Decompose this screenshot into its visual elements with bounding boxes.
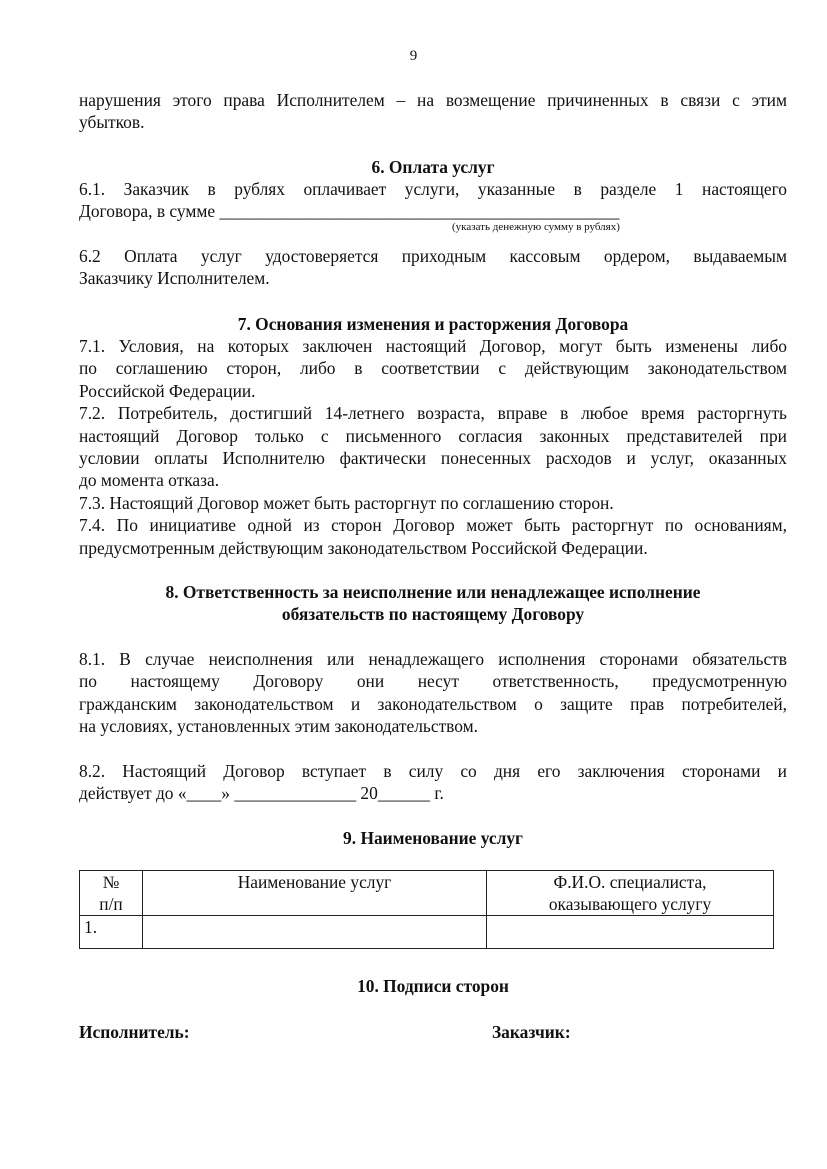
text-line: 6.2 Оплата услуг удостоверяется приходным кассовым ордером, выдаваемым <box>79 246 787 266</box>
text-line: 7.2. Потребитель, достигший 14-летнего возраста, вправе в любое время расторгнуть <box>79 403 787 424</box>
section-10-title: 10. Подписи сторон <box>357 976 509 996</box>
text-line: 7.1. Условия, на которых заключен настоящий Договор, могут быть изменены либо <box>79 336 787 356</box>
table-cell <box>143 916 487 949</box>
header-cell-specialist <box>487 871 774 916</box>
section-9-title: 9. Наименование услуг <box>343 828 523 848</box>
clause-6-1 <box>79 178 787 223</box>
header-text: Ф.И.О. специалиста, <box>553 872 707 892</box>
intro-paragraph <box>79 89 787 134</box>
text-line: 6.1. Заказчик в рублях оплачивает услуги, указанные в разделе 1 настоящего <box>79 179 787 199</box>
text-line: по соглашению сторон, либо в соответствии с действующим законодательством <box>79 358 787 379</box>
executor-signature-label: Исполнитель: <box>79 1022 190 1042</box>
page-number: 9 <box>409 48 418 64</box>
text-line: по настоящему Договору они несут ответственность, предусмотренную <box>79 671 787 692</box>
amount-field: Договора, в сумме ______________________________________________ <box>79 201 620 222</box>
table-cell: 1. <box>80 916 143 949</box>
text-line: до момента отказа. <box>79 470 220 491</box>
text-line: 8.2. Настоящий Договор вступает в силу со дня его заключения сторонами и <box>79 761 787 781</box>
text-line: 8.1. В случае неисполнения или ненадлежащего исполнения сторонами обязательств <box>79 649 787 669</box>
table-header-row <box>80 871 774 916</box>
text-line: условии оплаты Исполнителю фактически понесенных расходов и услуг, оказанных <box>79 448 787 469</box>
table-row <box>80 916 774 949</box>
text-line: нарушения этого права Исполнителем – на возмещение причиненных в связи с этим <box>79 90 787 110</box>
text-line: 7.3. Настоящий Договор может быть расторгнут по соглашению сторон. <box>79 492 614 513</box>
text-line: Российской Федерации. <box>79 380 256 401</box>
section-7-title: 7. Основания изменения и расторжения Договора <box>237 314 629 334</box>
header-text: Наименование услуг <box>237 872 392 892</box>
clause-8-2 <box>79 760 787 805</box>
table-cell <box>487 916 774 949</box>
services-table <box>79 870 774 949</box>
section-8-title-line: 8. Ответственность за неисполнение или ненадлежащее исполнение <box>165 582 701 602</box>
amount-hint: (указать денежную сумму в рублях) <box>452 221 620 233</box>
customer-signature-label: Заказчик: <box>492 1022 571 1042</box>
section-8-title <box>79 581 787 626</box>
header-text: № <box>102 872 120 892</box>
text-line: убытков. <box>79 112 145 133</box>
section-7-body <box>79 335 787 559</box>
section-8-title-line: обязательств по настоящему Договору <box>281 604 585 625</box>
header-cell-service <box>143 871 487 916</box>
text-line: Заказчику Исполнителем. <box>79 268 270 289</box>
clause-8-1 <box>79 648 787 738</box>
text-line: 7.4. По инициативе одной из сторон Договор может быть расторгнут по основаниям, <box>79 515 787 536</box>
header-text: оказывающего услугу <box>548 894 712 914</box>
text-line: гражданским законодательством и законодательством о защите прав потребителей, <box>79 693 787 714</box>
text-line: на условиях, установленных этим законодательством. <box>79 716 478 737</box>
text-line: настоящий Договор только с письменного согласия законных представителей при <box>79 425 787 446</box>
text-line: действует до «____» ______________ 20______ г. <box>79 783 444 804</box>
header-cell-number <box>80 871 143 916</box>
text-line: предусмотренным действующим законодательством Российской Федерации. <box>79 537 648 558</box>
header-text: п/п <box>99 894 123 914</box>
section-6-title: 6. Оплата услуг <box>371 157 495 177</box>
clause-6-2 <box>79 245 787 290</box>
